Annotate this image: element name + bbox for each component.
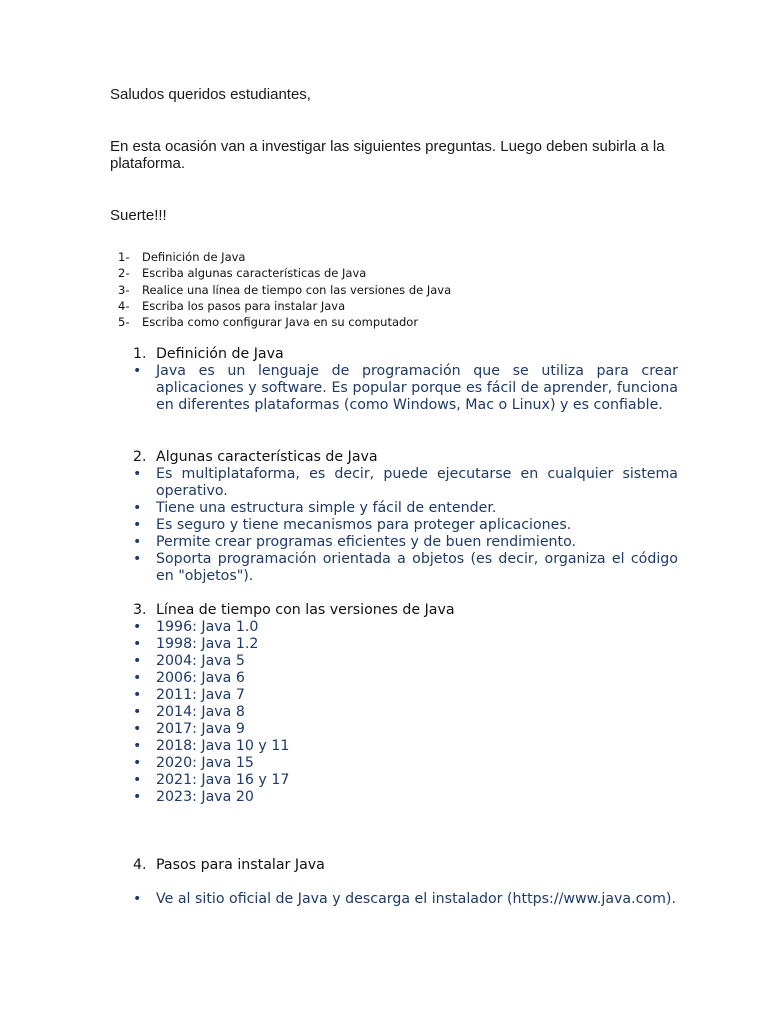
question-number: 3- xyxy=(118,282,130,297)
bullet-text: 2011: Java 7 xyxy=(156,687,245,703)
questions-list xyxy=(118,249,451,330)
section-timeline xyxy=(133,602,678,806)
question-text: Escriba como configurar Java en su computador xyxy=(142,315,419,330)
section-definition xyxy=(133,346,678,414)
instructions-text: En esta ocasión van a investigar las siguientes preguntas. Luego deben subirla a la plataforma. xyxy=(110,138,665,172)
bullet-item xyxy=(133,619,678,636)
bullet-text: Soporta programación orientada a objetos (es decir, organiza el código en "objetos"). xyxy=(156,551,678,584)
bullet-icon: • xyxy=(133,891,142,907)
section-number: 4. xyxy=(133,857,147,873)
bullet-icon: • xyxy=(133,721,142,737)
section-number: 3. xyxy=(133,602,147,618)
bullet-item xyxy=(133,772,678,789)
question-number: 2- xyxy=(118,266,130,281)
section-number: 2. xyxy=(133,449,147,465)
bullet-item xyxy=(133,500,678,517)
bullet-text: 2004: Java 5 xyxy=(156,653,245,669)
bullet-icon: • xyxy=(133,772,142,788)
bullet-text: 2023: Java 20 xyxy=(156,789,254,805)
question-number: 4- xyxy=(118,298,130,313)
question-number: 1- xyxy=(118,250,130,264)
question-text: Definición de Java xyxy=(142,250,246,264)
bullet-text: 1996: Java 1.0 xyxy=(156,619,259,635)
good-luck-text: Suerte!!! xyxy=(110,207,167,224)
bullet-icon: • xyxy=(133,551,142,567)
section-heading xyxy=(133,857,678,874)
question-item xyxy=(118,298,451,314)
bullet-item xyxy=(133,363,678,414)
bullet-text: 2021: Java 16 y 17 xyxy=(156,772,290,788)
bullet-text: Es seguro y tiene mecanismos para proteger aplicaciones. xyxy=(156,517,572,533)
bullet-item xyxy=(133,636,678,653)
bullet-list xyxy=(133,363,678,414)
question-number: 5- xyxy=(118,315,130,330)
bullet-item xyxy=(133,653,678,670)
bullet-item xyxy=(133,704,678,721)
section-characteristics xyxy=(133,449,678,585)
section-title: Línea de tiempo con las versiones de Java xyxy=(156,602,455,618)
bullet-text: 1998: Java 1.2 xyxy=(156,636,259,652)
bullet-list xyxy=(133,466,678,585)
bullet-icon: • xyxy=(133,704,142,720)
bullet-icon: • xyxy=(133,755,142,771)
section-number: 1. xyxy=(133,346,147,362)
section-install-steps xyxy=(133,857,678,908)
question-item xyxy=(118,249,451,265)
bullet-icon: • xyxy=(133,687,142,703)
question-text: Realice una línea de tiempo con las versiones de Java xyxy=(142,282,452,297)
bullet-item xyxy=(133,517,678,534)
question-item xyxy=(118,265,451,281)
bullet-icon: • xyxy=(133,500,142,516)
bullet-list xyxy=(133,619,678,806)
section-title: Pasos para instalar Java xyxy=(156,857,325,873)
bullet-icon: • xyxy=(133,636,142,652)
bullet-item xyxy=(133,466,678,500)
bullet-item xyxy=(133,687,678,704)
bullet-list xyxy=(133,891,678,908)
bullet-item xyxy=(133,670,678,687)
bullet-icon: • xyxy=(133,738,142,754)
question-item xyxy=(118,282,451,298)
bullet-text: 2006: Java 6 xyxy=(156,670,245,686)
section-heading xyxy=(133,449,678,466)
bullet-text: 2017: Java 9 xyxy=(156,721,245,737)
bullet-text: 2018: Java 10 y 11 xyxy=(156,738,290,754)
bullet-icon: • xyxy=(133,789,142,805)
bullet-text: Permite crear programas eficientes y de buen rendimiento. xyxy=(156,534,577,550)
bullet-text: Ve al sitio oficial de Java y descarga el instalador (https://www.java.com). xyxy=(156,891,676,907)
bullet-icon: • xyxy=(133,363,142,379)
question-text: Escriba algunas características de Java xyxy=(142,266,367,281)
question-text: Escriba los pasos para instalar Java xyxy=(142,298,346,313)
greeting-text: Saludos queridos estudiantes, xyxy=(110,86,311,103)
bullet-text: Es multiplataforma, es decir, puede ejecutarse en cualquier sistema operativo. xyxy=(156,466,678,499)
bullet-item xyxy=(133,551,678,585)
bullet-icon: • xyxy=(133,653,142,669)
bullet-text: Java es un lenguaje de programación que se utiliza para crear aplicaciones y software. Es popular porque es fácil de aprender, funciona en diferentes plataformas (como Windows, Mac o Linux) y es confiable. xyxy=(156,363,678,413)
bullet-item xyxy=(133,721,678,738)
bullet-icon: • xyxy=(133,534,142,550)
bullet-item xyxy=(133,738,678,755)
section-title: Algunas características de Java xyxy=(156,449,378,465)
section-heading xyxy=(133,602,678,619)
section-heading xyxy=(133,346,678,363)
bullet-text: Tiene una estructura simple y fácil de entender. xyxy=(156,500,497,516)
bullet-item xyxy=(133,534,678,551)
bullet-text: 2020: Java 15 xyxy=(156,755,254,771)
question-item xyxy=(118,314,451,330)
bullet-icon: • xyxy=(133,466,142,482)
bullet-item xyxy=(133,789,678,806)
bullet-icon: • xyxy=(133,670,142,686)
bullet-item xyxy=(133,755,678,772)
section-title: Definición de Java xyxy=(156,346,284,362)
bullet-text: 2014: Java 8 xyxy=(156,704,245,720)
bullet-icon: • xyxy=(133,619,142,635)
bullet-item xyxy=(133,891,678,908)
bullet-icon: • xyxy=(133,517,142,533)
